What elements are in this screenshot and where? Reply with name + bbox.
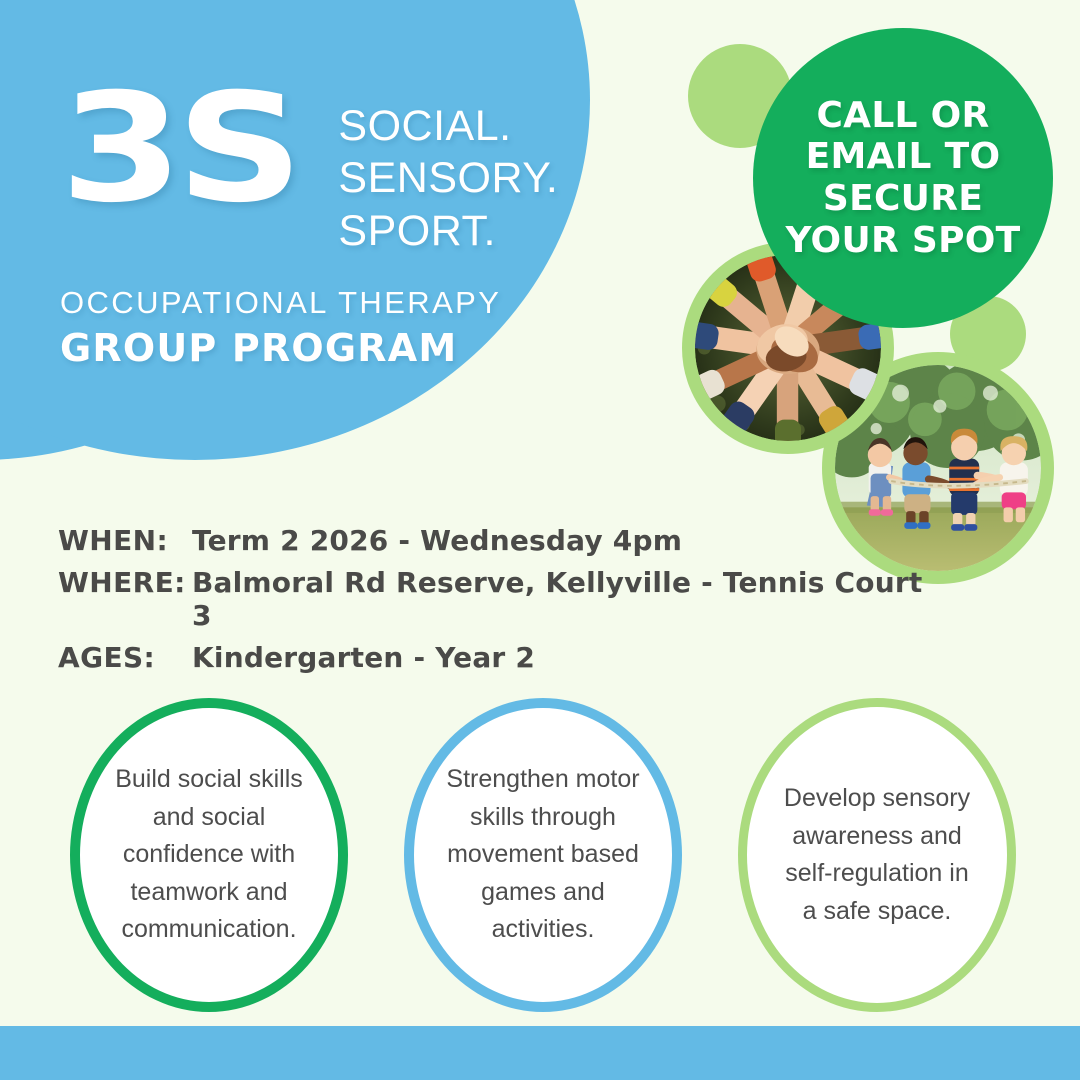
page-title: GROUP PROGRAM (60, 326, 458, 370)
program-subtitle: OCCUPATIONAL THERAPY (60, 285, 502, 320)
benefit-circle-motor (404, 698, 682, 1012)
header-block (0, 0, 600, 440)
benefit-circles (0, 698, 1080, 1016)
logo-word-sensory: SENSORY. (338, 154, 559, 203)
detail-row-where (58, 566, 938, 632)
logo-lockup (60, 62, 559, 257)
benefit-circle-social (70, 698, 348, 1012)
detail-row-ages (58, 641, 938, 674)
cta-bubble[interactable] (753, 28, 1053, 328)
detail-row-when (58, 524, 938, 557)
cta-line-3: SECURE (822, 178, 984, 219)
benefit-text-motor: Strengthen motor skills through movement based games and activities. (446, 765, 640, 944)
cta-line-4: YOUR SPOT (785, 219, 1021, 261)
benefit-circle-sensory (738, 698, 1016, 1012)
logo-word-sport: SPORT. (338, 206, 496, 255)
detail-value-when: Term 2 2026 - Wednesday 4pm (192, 524, 683, 557)
benefit-text-social: Build social skills and social confidence with teamwork and communication. (115, 765, 303, 944)
cta-line-1: CALL OR (816, 94, 990, 136)
logo-mark: 3S (60, 62, 297, 236)
detail-label-ages: AGES: (58, 641, 156, 674)
benefit-text-sensory: Develop sensory awareness and self-regulation in a safe space. (783, 784, 971, 925)
detail-value-where: Balmoral Rd Reserve, Kellyville - Tennis Court 3 (192, 566, 923, 632)
detail-value-ages: Kindergarten - Year 2 (192, 641, 536, 674)
detail-label-when: WHEN: (58, 524, 169, 557)
detail-label-where: WHERE: (58, 566, 186, 599)
footer-bar (0, 1026, 1080, 1080)
logo-words (338, 100, 558, 257)
program-details (58, 524, 938, 683)
cta-line-2: EMAIL TO (805, 136, 1001, 178)
logo-word-social: SOCIAL. (338, 102, 512, 150)
cta-bubble-text (785, 95, 1020, 262)
